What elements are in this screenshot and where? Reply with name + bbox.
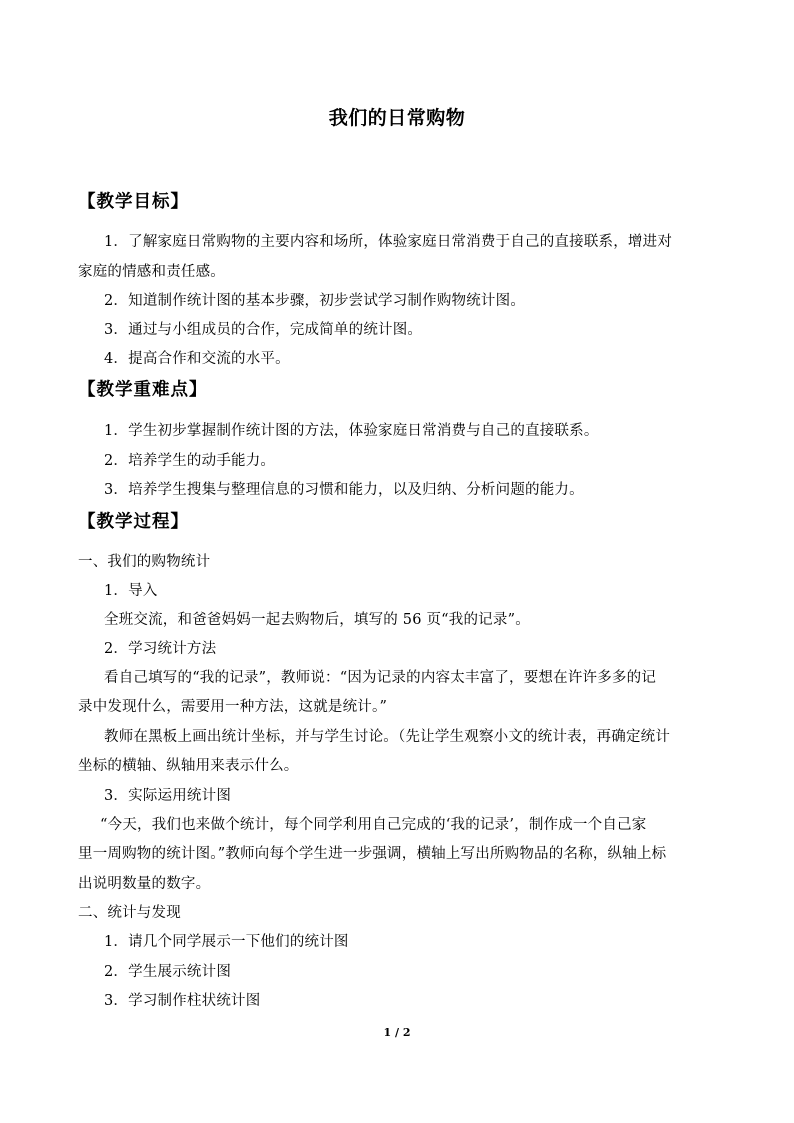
section-heading-goals: 【教学目标】 (78, 192, 189, 212)
goals-line-3: 2．知道制作统计图的基本步骤，初步尝试学习制作购物统计图。 (104, 293, 526, 309)
keypoints-line-3: 3．培养学生搜集与整理信息的习惯和能力，以及归纳、分析问题的能力。 (104, 482, 584, 498)
goals-line-4: 3．通过与小组成员的合作，完成简单的统计图。 (104, 322, 423, 338)
page-number: 1 / 2 (383, 1026, 411, 1039)
process-line-2: 1．导入 (104, 583, 158, 599)
document-title: 我们的日常购物 (328, 107, 466, 129)
process-line-3: 全班交流，和爸爸妈妈一起去购物后，填写的 56 页“我的记录”。 (104, 612, 530, 628)
process-line-1: 一、我们的购物统计 (78, 554, 211, 570)
process-line-16: 3．学习制作柱状统计图 (104, 993, 261, 1009)
process-line-8: 坐标的横轴、纵轴用来表示什么。 (78, 758, 299, 774)
goals-line-2: 家庭的情感和责任感。 (78, 264, 225, 280)
process-line-15: 2．学生展示统计图 (104, 964, 232, 980)
keypoints-line-2: 2．培养学生的动手能力。 (104, 453, 276, 469)
process-line-5: 看自己填写的“我的记录”，教师说：“因为记录的内容太丰富了，要想在许许多多的记 (104, 670, 657, 686)
process-line-11: 里一周购物的统计图。”教师向每个学生进一步强调，横轴上写出所购物品的名称，纵轴上标 (78, 846, 667, 862)
process-line-12: 出说明数量的数字。 (78, 876, 211, 892)
section-heading-keypoints: 【教学重难点】 (78, 380, 208, 400)
process-line-10: “今天，我们也来做个统计，每个同学利用自己完成的‘我的记录’，制作成一个自己家 (100, 817, 647, 833)
process-line-9: 3．实际运用统计图 (104, 788, 232, 804)
keypoints-line-1: 1．学生初步掌握制作统计图的方法，体验家庭日常消费与自己的直接联系。 (104, 423, 599, 439)
process-line-6: 录中发现什么，需要用一种方法，这就是统计。” (78, 699, 388, 715)
process-line-7: 教师在黑板上画出统计坐标，并与学生讨论。（先让学生观察小文的统计表，再确定统计 (104, 729, 671, 745)
goals-line-5: 4．提高合作和交流的水平。 (104, 351, 290, 367)
process-line-14: 1．请几个同学展示一下他们的统计图 (104, 934, 349, 950)
section-heading-process: 【教学过程】 (78, 512, 189, 532)
goals-line-1: 1．了解家庭日常购物的主要内容和场所，体验家庭日常消费于自己的直接联系，增进对 (104, 234, 673, 250)
process-line-13: 二、统计与发现 (78, 905, 181, 921)
process-line-4: 2．学习统计方法 (104, 641, 217, 657)
